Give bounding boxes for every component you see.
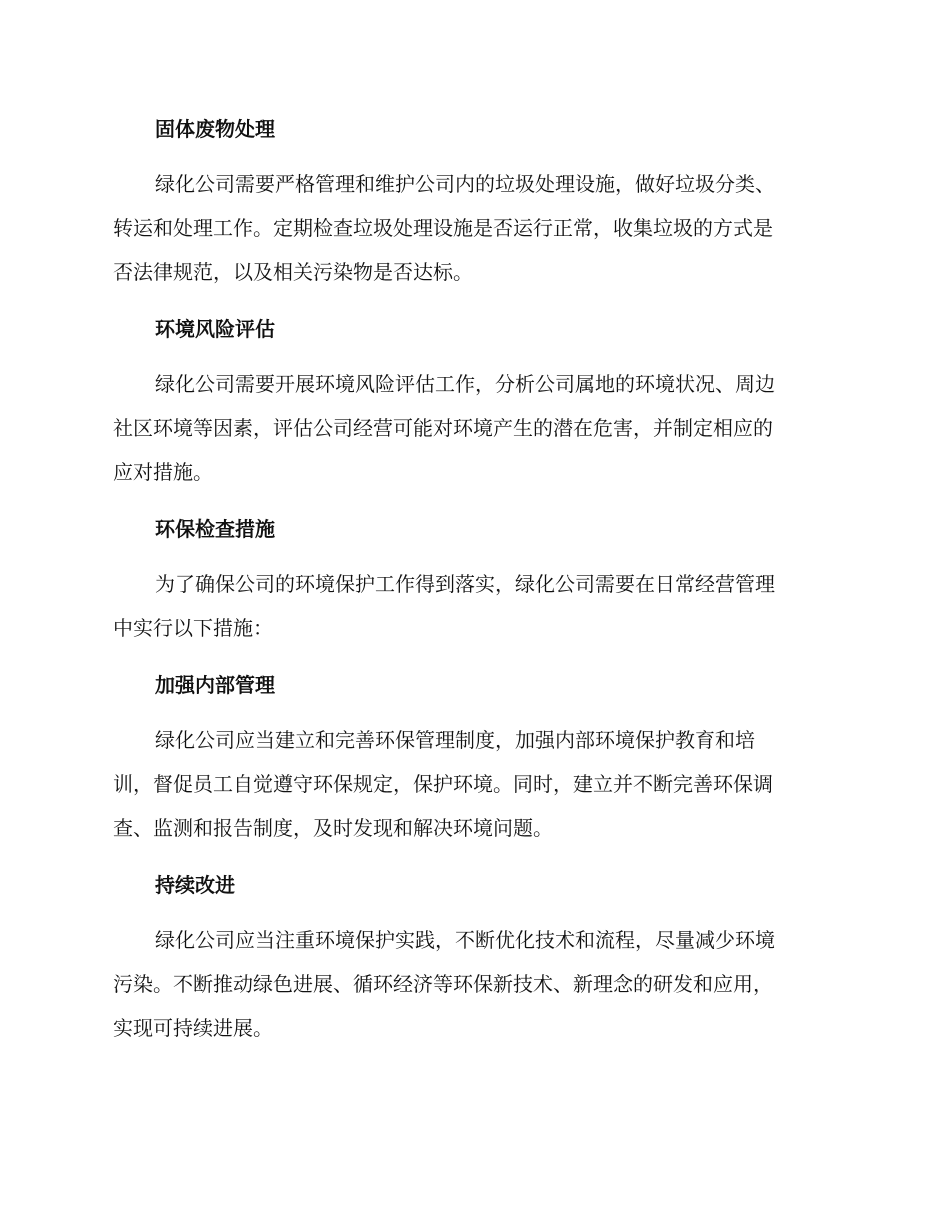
paragraph-line: 应对措施。 bbox=[113, 460, 213, 484]
section-paragraph bbox=[113, 162, 833, 294]
paragraph-line: 绿化公司需要开展环境风险评估工作，分析公司属地的环境状况、周边 bbox=[155, 372, 775, 396]
section-paragraph bbox=[113, 562, 833, 650]
section-paragraph bbox=[113, 718, 833, 850]
paragraph-line: 否法律规范，以及相关污染物是否达标。 bbox=[113, 260, 473, 284]
paragraph-line: 中实行以下措施： bbox=[113, 616, 273, 640]
section-heading: 加强内部管理 bbox=[155, 673, 275, 697]
section-heading: 环保检查措施 bbox=[155, 517, 275, 541]
section-heading: 持续改进 bbox=[155, 873, 235, 897]
section-continuous-improvement bbox=[113, 864, 833, 1050]
paragraph-line: 社区环境等因素，评估公司经营可能对环境产生的潜在危害，并制定相应的 bbox=[113, 416, 773, 440]
section-inspection-measures bbox=[113, 508, 833, 664]
document-body bbox=[113, 108, 833, 1050]
section-risk-assessment bbox=[113, 308, 833, 508]
paragraph-line: 转运和处理工作。定期检查垃圾处理设施是否运行正常，收集垃圾的方式是 bbox=[113, 216, 773, 240]
section-internal-management bbox=[113, 664, 833, 864]
paragraph-line: 实现可持续进展。 bbox=[113, 1016, 273, 1040]
paragraph-line: 训，督促员工自觉遵守环保规定，保护环境。同时，建立并不断完善环保调 bbox=[113, 772, 773, 796]
paragraph-line: 绿化公司应当注重环境保护实践，不断优化技术和流程，尽量减少环境 bbox=[155, 928, 775, 952]
section-paragraph bbox=[113, 918, 833, 1050]
paragraph-line: 查、监测和报告制度，及时发现和解决环境问题。 bbox=[113, 816, 553, 840]
section-heading: 固体废物处理 bbox=[155, 117, 275, 141]
paragraph-line: 污染。不断推动绿色进展、循环经济等环保新技术、新理念的研发和应用， bbox=[113, 972, 773, 996]
section-heading: 环境风险评估 bbox=[155, 317, 275, 341]
section-paragraph bbox=[113, 362, 833, 494]
paragraph-line: 绿化公司需要严格管理和维护公司内的垃圾处理设施，做好垃圾分类、 bbox=[155, 172, 775, 196]
section-solid-waste bbox=[113, 108, 833, 308]
paragraph-line: 绿化公司应当建立和完善环保管理制度，加强内部环境保护教育和培 bbox=[155, 728, 755, 752]
paragraph-line: 为了确保公司的环境保护工作得到落实，绿化公司需要在日常经营管理 bbox=[155, 572, 775, 596]
